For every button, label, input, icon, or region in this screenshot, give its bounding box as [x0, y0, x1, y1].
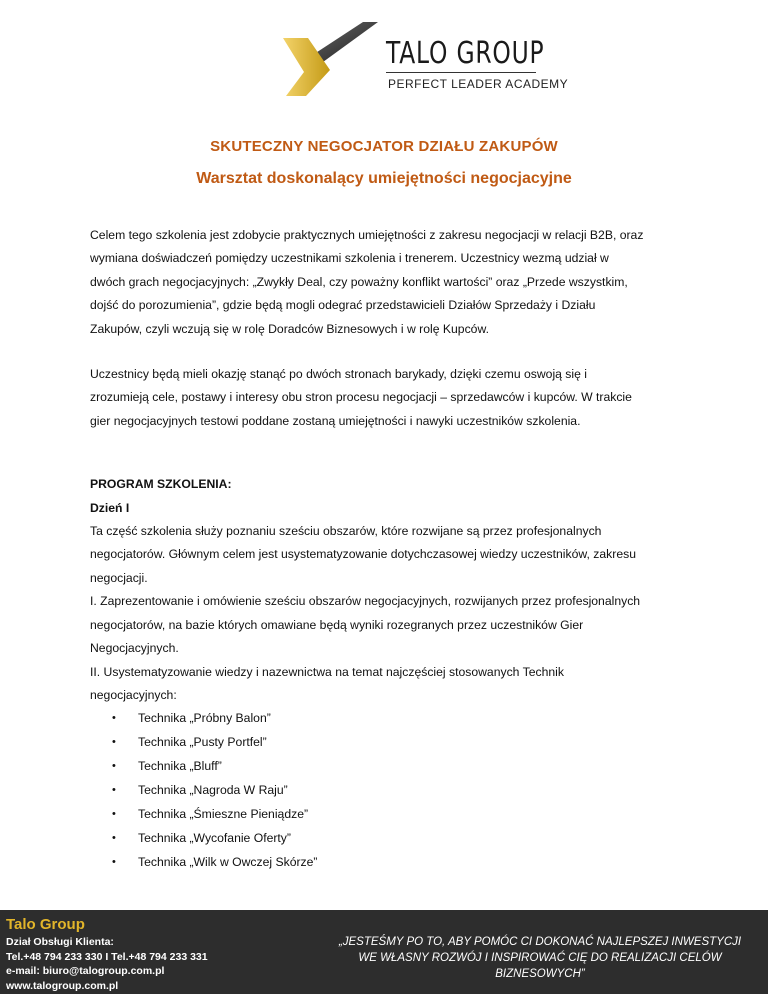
program-line: negocjatorów. Głównym celem jest usystematyzowanie dotychczasowej wiedzy uczestników, zakresu	[90, 547, 636, 562]
intro-line: wymiana doświadczeń pomiędzy uczestnikami szkolenia i trenerem. Uczestnicy wezmą udział w	[90, 251, 609, 266]
footer	[0, 910, 768, 994]
list-item: • Technika „Nagroda W Raju”	[90, 779, 690, 802]
intro-line: dwóch grach negocjacyjnych: „Zwykły Deal, czy poważny konflikt wartości” oraz „Przede wszystkim,	[90, 274, 628, 289]
list-item: • Technika „Śmieszne Pieniądze”	[90, 803, 690, 826]
bullet-icon: •	[112, 807, 116, 820]
document-subtitle: Warsztat doskonalący umiejętności negocjacyjne	[196, 170, 572, 187]
list-item: • Technika „Pusty Portfel”	[90, 731, 690, 754]
logo-mark-icon	[268, 18, 378, 98]
slogan-line: WE WŁASNY ROZWÓJ I INSPIROWAĆ CIĘ DO REALIZACJI CELÓW BIZNESOWYCH”	[358, 952, 722, 980]
bullet-icon: •	[112, 712, 116, 725]
logo-divider	[386, 72, 536, 73]
contact-phones: Tel.+48 794 233 330 I Tel.+48 794 233 331	[6, 950, 208, 963]
bullet-icon: •	[112, 831, 116, 844]
techniques-list	[90, 707, 690, 874]
logo-name: TALO GROUP	[386, 36, 545, 71]
list-item: • Technika „Bluff”	[90, 755, 690, 778]
program-line: Ta część szkolenia służy poznaniu sześciu obszarów, które rozwijane są przez profesjonalnych	[90, 524, 602, 539]
program-line: Negocjacyjnych.	[90, 641, 179, 656]
document-body	[90, 224, 690, 874]
slogan-line: „JESTEŚMY PO TO, ABY POMÓC CI DOKONAĆ NAJLEPSZEJ INWESTYCJI	[338, 936, 742, 948]
program-line: negocjatorów, na bazie których omawiane będą wyniki rozegranych przez uczestników Gier	[90, 617, 584, 632]
contact-label: Dział Obsługi Klienta:	[6, 936, 114, 948]
contact-website[interactable]: www.talogroup.com.pl	[6, 979, 119, 992]
program-line: I. Zaprezentowanie i omówienie sześciu obszarów negocjacyjnych, rozwijanych przez profesjonalnych	[90, 594, 641, 609]
program-line: negocjacyjnych:	[90, 687, 177, 702]
intro-line: Celem tego szkolenia jest zdobycie praktycznych umiejętności z zakresu negocjacji w relacji B2B, oraz	[90, 228, 644, 242]
intro2-line: zrozumieją cele, postawy i interesy obu stron procesu negocjacji – sprzedawców i kupców. W trakcie	[90, 390, 632, 405]
day-heading: Dzień I	[90, 500, 130, 515]
intro-line: Zakupów, czyli wczują się w rolę Doradców Biznesowych i w rolę Kupców.	[90, 321, 489, 336]
bullet-icon: •	[112, 760, 116, 773]
program-line: negocjacji.	[90, 570, 148, 585]
footer-contact	[6, 935, 208, 993]
logo-subtitle: PERFECT LEADER ACADEMY	[388, 77, 569, 91]
intro2-line: gier negocjacyjnych testowi poddane zostaną umiejętności i nawyki uczestników szkolenia.	[90, 413, 581, 428]
bullet-icon: •	[112, 736, 116, 749]
program-heading: PROGRAM SZKOLENIA:	[90, 477, 232, 492]
bullet-icon: •	[112, 855, 116, 868]
list-item: • Technika „Wilk w Owczej Skórze”	[90, 851, 690, 874]
program-line: II. Usystematyzowanie wiedzy i nazewnictwa na temat najczęściej stosowanych Technik	[90, 664, 564, 679]
list-item: • Technika „Wycofanie Oferty”	[90, 827, 690, 850]
list-item: • Technika „Próbny Balon”	[90, 707, 690, 730]
document-title: SKUTECZNY NEGOCJATOR DZIAŁU ZAKUPÓW	[210, 138, 558, 155]
footer-slogan	[320, 934, 760, 982]
footer-brand: Talo Group	[6, 916, 85, 933]
talo-group-logo	[268, 18, 568, 98]
intro2-line: Uczestnicy będą mieli okazję stanąć po dwóch stronach barykady, dzięki czemu oswoją się i	[90, 367, 587, 382]
intro-line: dojść do porozumienia”, gdzie będą mogli odegrać przedstawicieli Działów Sprzedaży i Działu	[90, 298, 596, 313]
contact-email[interactable]: e-mail: biuro@talogroup.com.pl	[6, 965, 165, 977]
bullet-icon: •	[112, 783, 116, 796]
